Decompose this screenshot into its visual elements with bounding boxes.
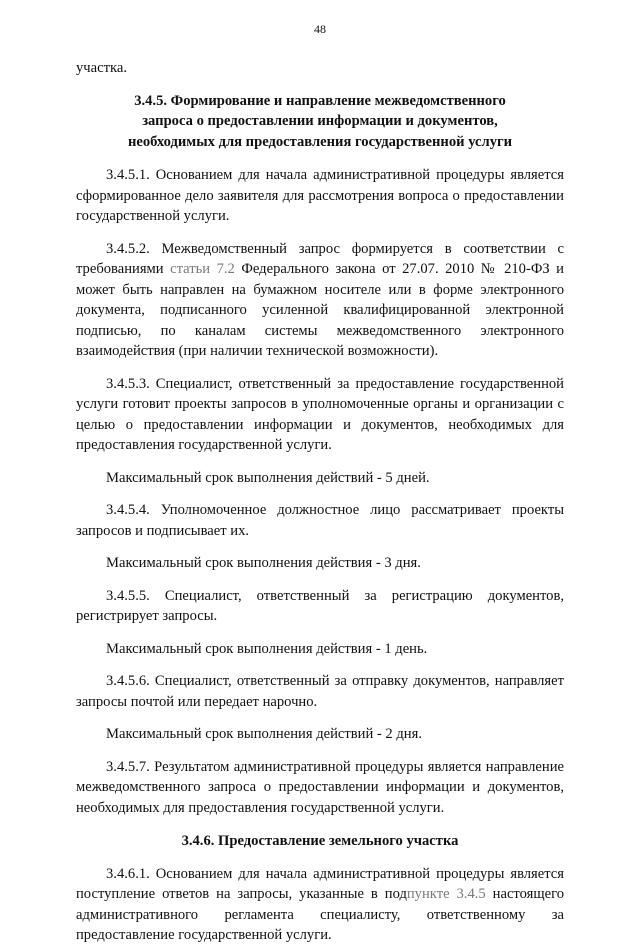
continuation-text: участка. [76,60,127,76]
document-body [76,58,564,946]
page-number: 48 [314,22,326,36]
heading-line: запроса о предоставлении информации и документов, [142,113,498,129]
paragraph-3-4-5-7: 3.4.5.7. Результатом административной процедуры является направление межведомственного запроса о предоставлении информации и документов, необходимых для предоставления государственной услуги. [76,758,564,816]
paragraph-text: 3.4.6.1. Основанием для начала административной процедуры является поступление ответов на запросы, указанные в под [76,865,564,902]
heading-line: необходимых для предоставления государственной услуги [127,133,513,150]
paragraph-text: 3.4.5.2. Межведомственный запрос формируется в соответствии с требованиями [76,240,564,277]
paragraph-text: настоящего административного регламента специалисту, ответственному за предоставление государственной услуги. [76,886,564,943]
paragraph-3-4-5-6: 3.4.5.6. Специалист, ответственный за отправку документов, направляет запросы почтой или передает нарочно. [76,673,564,710]
paragraph-text: Федерального закона от 27.07. 2010 № 210-ФЗ и может быть направлен на бумажном носителе или в форме электронного документа, подписанного усиленной квалифицированной электронной подписью, по каналам системы межведомственного электронного взаимодействия (при наличии технической возможности). [76,261,564,359]
heading-line: 3.4.5. Формирование и направление межведомственного [134,92,506,109]
section-heading-3-4-5 [76,91,564,153]
section-heading-3-4-6: 3.4.6. Предоставление земельного участка [181,833,459,849]
paragraph-3-4-5-4: 3.4.5.4. Уполномоченное должностное лицо рассматривает проекты запросов и подписывает их. [76,502,564,539]
paragraph-3-4-5-1: 3.4.5.1. Основанием для начала административной процедуры является сформированное дело заявителя для рассмотрения вопроса о предоставлении государственной услуги. [76,167,564,224]
paragraph-3-4-5-5: 3.4.5.5. Специалист, ответственный за регистрацию документов, регистрирует запросы. [76,587,564,624]
term-note-2-days: Максимальный срок выполнения действий - 2 дня. [106,726,422,742]
subsection-link[interactable]: пункте 3.4.5 [406,886,486,902]
paragraph-3-4-5-2 [76,239,564,362]
paragraph-3-4-6-1 [76,864,564,946]
paragraph-3-4-5-3: 3.4.5.3. Специалист, ответственный за предоставление государственной услуги готовит проекты запросов в уполномоченные органы и организации с целью о предоставлении информации и документов, необходимых для предоставления государственной услуги. [76,375,564,453]
term-note-5-days: Максимальный срок выполнения действий - 5 дней. [106,469,430,486]
term-note-3-days: Максимальный срок выполнения действия - 3 дня. [106,555,421,571]
term-note-1-day: Максимальный срок выполнения действия - 1 день. [106,640,428,657]
law-article-link[interactable]: статьи 7.2 [170,261,235,277]
